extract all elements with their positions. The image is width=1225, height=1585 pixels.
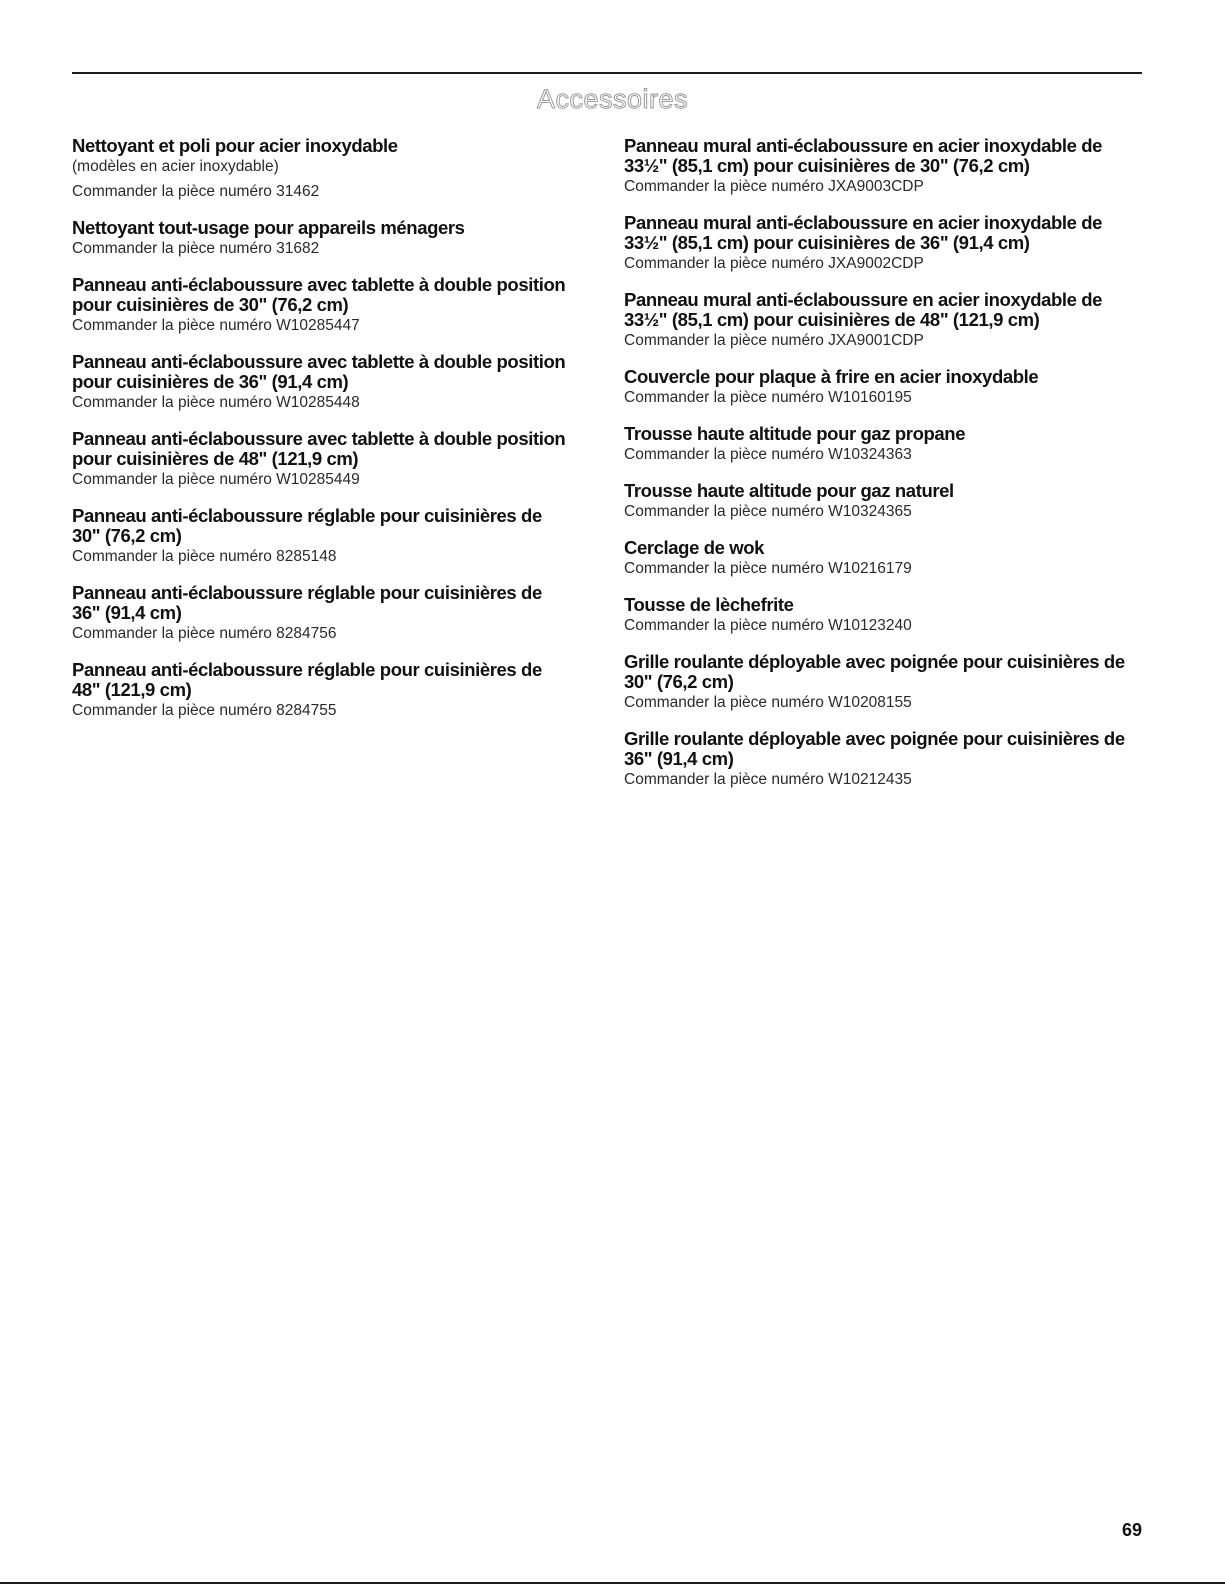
accessory-item	[624, 136, 1144, 197]
accessory-item	[72, 429, 572, 490]
accessory-title: Panneau anti-éclaboussure réglable pour cuisinières de 30" (76,2 cm)	[72, 505, 542, 546]
accessory-title: Panneau anti-éclaboussure avec tablette à double position pour cuisinières de 48" (121,9 cm)	[72, 428, 566, 469]
accessory-item	[72, 506, 572, 567]
accessory-title: Panneau anti-éclaboussure réglable pour cuisinières de 36" (91,4 cm)	[72, 582, 542, 623]
accessory-item	[72, 218, 572, 259]
accessory-order-number: Commander la pièce numéro 8285148	[72, 548, 337, 565]
accessory-order-number: Commander la pièce numéro 8284756	[72, 625, 337, 642]
accessory-title: Panneau anti-éclaboussure avec tablette à double position pour cuisinières de 36" (91,4 cm)	[72, 351, 566, 392]
accessory-title: Panneau anti-éclaboussure réglable pour cuisinières de 48" (121,9 cm)	[72, 659, 542, 700]
accessory-item	[624, 481, 1144, 522]
accessory-title: Panneau mural anti-éclaboussure en acier inoxydable de 33½" (85,1 cm) pour cuisinières de 30" (76,2 cm)	[624, 135, 1103, 176]
accessory-title: Trousse haute altitude pour gaz naturel	[624, 480, 954, 501]
accessory-title: Cerclage de wok	[624, 537, 765, 558]
accessory-note: (modèles en acier inoxydable)	[72, 158, 279, 175]
accessory-title: Couvercle pour plaque à frire en acier inoxydable	[624, 366, 1039, 387]
accessory-title: Panneau anti-éclaboussure avec tablette à double position pour cuisinières de 30" (76,2 cm)	[72, 274, 566, 315]
accessory-order-number: Commander la pièce numéro W10285448	[72, 394, 360, 411]
accessory-order-number: Commander la pièce numéro W10216179	[624, 560, 912, 577]
accessory-item	[72, 352, 572, 413]
accessory-title: Nettoyant tout-usage pour appareils ménagers	[72, 217, 465, 238]
accessory-item	[624, 424, 1144, 465]
accessory-order-number: Commander la pièce numéro 31682	[72, 240, 320, 257]
accessory-order-number: Commander la pièce numéro JXA9001CDP	[624, 332, 924, 349]
accessory-title: Grille roulante déployable avec poignée pour cuisinières de 30" (76,2 cm)	[624, 651, 1125, 692]
accessory-order-number: Commander la pièce numéro W10123240	[624, 617, 912, 634]
accessory-title: Panneau mural anti-éclaboussure en acier inoxydable de 33½" (85,1 cm) pour cuisinières de 36" (91,4 cm)	[624, 212, 1103, 253]
accessory-order-number: Commander la pièce numéro W10160195	[624, 389, 912, 406]
bottom-divider	[0, 1582, 1225, 1584]
accessory-item	[624, 538, 1144, 579]
accessory-title: Panneau mural anti-éclaboussure en acier inoxydable de 33½" (85,1 cm) pour cuisinières de 48" (121,9 cm)	[624, 289, 1103, 330]
accessory-item	[624, 652, 1144, 713]
accessory-title: Nettoyant et poli pour acier inoxydable	[72, 135, 398, 156]
accessory-item	[624, 213, 1144, 274]
page-number: 69	[1121, 1520, 1142, 1540]
accessory-item	[624, 595, 1144, 636]
accessory-order-number: Commander la pièce numéro W10208155	[624, 694, 912, 711]
accessory-order-number: Commander la pièce numéro W10324365	[624, 503, 912, 520]
accessory-item	[624, 729, 1144, 790]
left-column	[72, 136, 572, 737]
accessory-item	[624, 367, 1144, 408]
accessory-item	[72, 660, 572, 721]
accessory-order-number: Commander la pièce numéro W10285447	[72, 317, 360, 334]
accessory-order-number: Commander la pièce numéro W10212435	[624, 771, 912, 788]
accessory-order-number: Commander la pièce numéro W10324363	[624, 446, 912, 463]
accessory-title: Tousse de lèchefrite	[624, 594, 794, 615]
accessory-item	[72, 583, 572, 644]
accessory-item	[72, 136, 572, 202]
top-divider	[72, 72, 1142, 74]
accessory-item	[72, 275, 572, 336]
accessory-order-number: Commander la pièce numéro 8284755	[72, 702, 337, 719]
accessory-title: Trousse haute altitude pour gaz propane	[624, 423, 966, 444]
accessory-order-number: Commander la pièce numéro JXA9002CDP	[624, 255, 924, 272]
right-column	[624, 136, 1144, 806]
accessory-item	[624, 290, 1144, 351]
accessory-title: Grille roulante déployable avec poignée pour cuisinières de 36" (91,4 cm)	[624, 728, 1125, 769]
accessory-order-number: Commander la pièce numéro 31462	[72, 183, 320, 200]
accessory-order-number: Commander la pièce numéro W10285449	[72, 471, 360, 488]
accessory-order-number: Commander la pièce numéro JXA9003CDP	[624, 178, 924, 195]
page-title: Accessoires	[536, 84, 689, 114]
